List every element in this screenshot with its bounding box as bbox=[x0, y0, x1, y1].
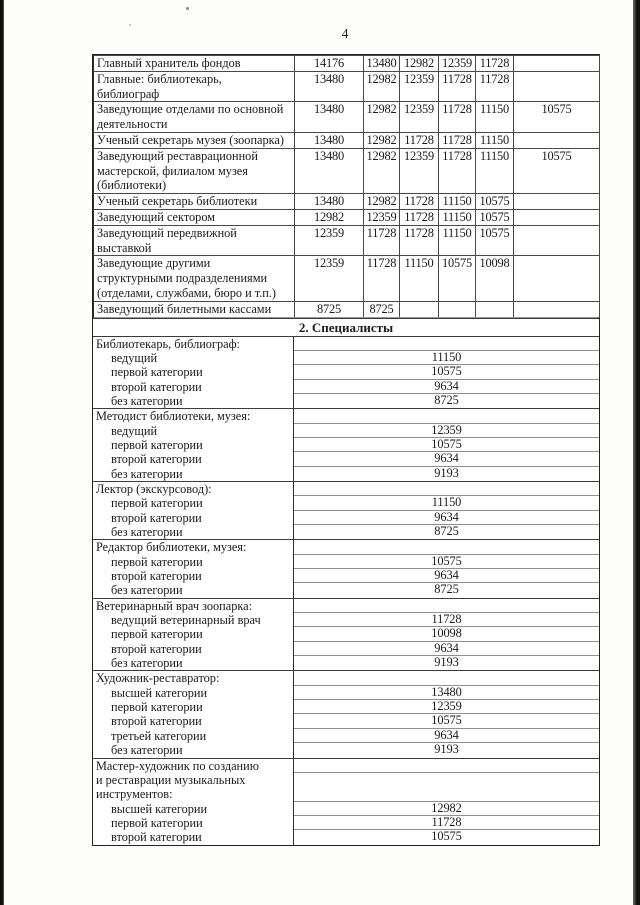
value-row: 9634 bbox=[294, 729, 599, 743]
salary-value-cell: 12359 bbox=[439, 56, 476, 72]
position-line: (отделами, службами, бюро и т.п.) bbox=[97, 285, 276, 300]
value-row: 9634 bbox=[294, 511, 599, 525]
position-group bbox=[93, 482, 599, 540]
value-row: 8725 bbox=[434, 524, 459, 539]
salary-value-cell: 11150 bbox=[400, 256, 439, 301]
salary-value-cell: 8725 bbox=[364, 301, 400, 317]
section1-table bbox=[93, 55, 600, 318]
salary-value-cell: 11150 bbox=[439, 194, 476, 210]
salary-value-cell: 11728 bbox=[364, 256, 400, 301]
salary-value-cell: 11728 bbox=[439, 148, 476, 193]
section2-header: 2. Специалисты bbox=[93, 318, 599, 337]
position-group bbox=[93, 759, 599, 845]
salary-value-cell: 10575 bbox=[514, 102, 600, 133]
position-line: выставкой bbox=[97, 240, 152, 255]
value-row: 10575 bbox=[294, 555, 599, 569]
position-cell bbox=[93, 759, 294, 845]
value-row: 12982 bbox=[294, 802, 599, 816]
salary-value-cell: 10575 bbox=[514, 148, 600, 193]
category-label: без категории bbox=[111, 393, 183, 408]
value-row: 8725 bbox=[434, 582, 459, 597]
position-group bbox=[93, 337, 599, 410]
position-cell bbox=[94, 71, 295, 102]
position-cell bbox=[93, 599, 294, 671]
position-line: Главный хранитель фондов bbox=[97, 56, 241, 70]
value-row bbox=[294, 409, 599, 423]
position-cell bbox=[93, 337, 294, 409]
salary-value-cell bbox=[514, 256, 600, 301]
salary-value-cell: 12982 bbox=[364, 148, 400, 193]
salary-value-cell: 11150 bbox=[476, 148, 514, 193]
position-cell bbox=[94, 194, 295, 210]
position-group bbox=[93, 540, 599, 598]
position-line: Ученый секретарь библиотеки bbox=[97, 194, 258, 209]
value-column bbox=[294, 337, 599, 409]
salary-value-cell: 13480 bbox=[295, 71, 364, 102]
category-label: без категории bbox=[111, 466, 183, 481]
salary-value-cell bbox=[514, 56, 600, 72]
position-cell bbox=[94, 56, 295, 72]
salary-value-cell: 12359 bbox=[400, 148, 439, 193]
category-label: без категории bbox=[111, 583, 183, 598]
position-cell bbox=[94, 209, 295, 225]
table-row bbox=[94, 301, 600, 317]
group-title-line: Ветеринарный врач зоопарка: bbox=[96, 598, 253, 613]
value-column bbox=[294, 540, 599, 597]
category-label: ведущий bbox=[111, 423, 158, 438]
value-row bbox=[294, 773, 599, 787]
category-label: третьей категории bbox=[111, 728, 207, 743]
salary-value-cell: 12982 bbox=[364, 71, 400, 102]
position-line: Заведующий передвижной bbox=[97, 225, 237, 240]
category-label: первой категории bbox=[111, 627, 203, 642]
value-row: 10575 bbox=[294, 714, 599, 728]
salary-value-cell bbox=[514, 209, 600, 225]
salary-value-cell: 12359 bbox=[295, 225, 364, 256]
position-line: Заведующий реставрационной bbox=[97, 148, 258, 163]
category-label: второй категории bbox=[111, 452, 202, 467]
salary-value-cell: 13480 bbox=[295, 132, 364, 148]
value-row bbox=[294, 337, 599, 351]
salary-value-cell: 11728 bbox=[400, 194, 439, 210]
salary-value-cell: 10575 bbox=[476, 194, 514, 210]
category-label: без категории bbox=[111, 525, 183, 540]
value-row: 10575 bbox=[431, 829, 462, 844]
table-row bbox=[94, 209, 600, 225]
category-label: второй категории bbox=[111, 830, 202, 845]
salary-value-cell: 11728 bbox=[400, 132, 439, 148]
salary-value-cell: 11728 bbox=[400, 209, 439, 225]
salary-value-cell: 11150 bbox=[439, 209, 476, 225]
salary-value-cell: 10575 bbox=[476, 209, 514, 225]
position-group bbox=[93, 671, 599, 758]
category-label: второй категории bbox=[111, 641, 202, 656]
value-row: 9193 bbox=[434, 465, 459, 480]
value-row: 13480 bbox=[294, 686, 599, 700]
value-row bbox=[294, 540, 599, 554]
salary-value-cell: 11728 bbox=[439, 132, 476, 148]
value-row: 12359 bbox=[294, 424, 599, 438]
salary-value-cell bbox=[439, 301, 476, 317]
position-line: Ученый секретарь музея (зоопарка) bbox=[97, 132, 284, 147]
scan-speck bbox=[186, 7, 189, 10]
value-row: 12359 bbox=[294, 700, 599, 714]
salary-table bbox=[92, 54, 600, 846]
position-cell bbox=[94, 132, 295, 148]
value-row: 11728 bbox=[294, 816, 599, 830]
position-line: Заведующие другими bbox=[97, 256, 211, 271]
salary-value-cell: 11728 bbox=[476, 56, 514, 72]
salary-value-cell bbox=[514, 301, 600, 317]
position-cell bbox=[93, 482, 294, 539]
category-label: первой категории bbox=[111, 815, 203, 830]
salary-value-cell bbox=[400, 301, 439, 317]
value-row: 9634 bbox=[294, 569, 599, 583]
category-label: без категории bbox=[111, 743, 183, 758]
position-cell bbox=[93, 671, 294, 757]
salary-value-cell: 13480 bbox=[295, 148, 364, 193]
position-cell bbox=[94, 102, 295, 133]
salary-value-cell: 11728 bbox=[439, 71, 476, 102]
position-line: (библиотеки) bbox=[97, 178, 167, 193]
table-row bbox=[94, 71, 600, 102]
category-label: второй категории bbox=[111, 510, 202, 525]
category-label: первой категории bbox=[111, 700, 203, 715]
category-label: высшей категории bbox=[111, 801, 208, 816]
salary-value-cell: 12982 bbox=[364, 102, 400, 133]
value-row bbox=[294, 599, 599, 613]
position-line: Заведующий сектором bbox=[97, 209, 216, 224]
salary-value-cell: 13480 bbox=[295, 102, 364, 133]
salary-value-cell: 11728 bbox=[439, 102, 476, 133]
value-row: 10098 bbox=[294, 627, 599, 641]
salary-value-cell: 14176 bbox=[295, 56, 364, 72]
category-label: первой категории bbox=[111, 496, 203, 511]
value-row: 8725 bbox=[434, 392, 459, 407]
salary-value-cell: 11728 bbox=[364, 225, 400, 256]
position-line: деятельности bbox=[97, 117, 168, 132]
value-row bbox=[294, 787, 599, 801]
table-row bbox=[94, 225, 600, 256]
group-title-line: Лектор (экскурсовод): bbox=[96, 481, 212, 496]
page-number: 4 bbox=[341, 26, 349, 41]
value-row: 11150 bbox=[294, 496, 599, 510]
salary-value-cell: 8725 bbox=[295, 301, 364, 317]
category-label: первой категории bbox=[111, 437, 203, 452]
table-row bbox=[94, 56, 600, 72]
category-label: второй категории bbox=[111, 569, 202, 584]
table-row bbox=[94, 194, 600, 210]
position-line: Заведующие отделами по основной bbox=[97, 102, 284, 117]
group-title-line: Редактор библиотеки, музея: bbox=[96, 540, 247, 555]
value-row: 9634 bbox=[294, 642, 599, 656]
value-row bbox=[294, 759, 599, 773]
position-cell bbox=[94, 148, 295, 193]
position-cell bbox=[93, 540, 294, 597]
value-row: 9193 bbox=[434, 742, 459, 757]
value-row: 10575 bbox=[294, 438, 599, 452]
scan-edge-left bbox=[0, 0, 4, 905]
value-row: 9634 bbox=[294, 452, 599, 466]
group-title-line: Художник-реставратор: bbox=[96, 671, 220, 686]
section1-body bbox=[94, 56, 600, 318]
value-column bbox=[294, 759, 599, 845]
salary-value-cell: 10575 bbox=[439, 256, 476, 301]
value-row: 11728 bbox=[294, 613, 599, 627]
salary-value-cell bbox=[514, 194, 600, 210]
position-group bbox=[93, 409, 599, 482]
value-row: 9634 bbox=[294, 380, 599, 394]
table-row bbox=[94, 256, 600, 301]
category-label: второй категории bbox=[111, 714, 202, 729]
salary-value-cell: 12982 bbox=[400, 56, 439, 72]
value-row bbox=[294, 671, 599, 685]
table-row bbox=[94, 102, 600, 133]
value-column bbox=[294, 482, 599, 539]
salary-value-cell bbox=[476, 301, 514, 317]
position-line: Заведующий билетными кассами bbox=[97, 301, 272, 316]
group-title-line: Методист библиотеки, музея: bbox=[96, 409, 251, 424]
position-line: Главные: библиотекарь, bbox=[97, 71, 222, 86]
position-group bbox=[93, 599, 599, 672]
salary-value-cell: 12982 bbox=[295, 209, 364, 225]
category-label: высшей категории bbox=[111, 685, 208, 700]
category-label: второй категории bbox=[111, 379, 202, 394]
value-row bbox=[294, 482, 599, 496]
scan-edge-right bbox=[633, 0, 640, 905]
salary-value-cell: 12359 bbox=[295, 256, 364, 301]
category-label: первой категории bbox=[111, 365, 203, 380]
value-column bbox=[294, 599, 599, 671]
category-label: без категории bbox=[111, 656, 183, 671]
salary-value-cell: 10575 bbox=[476, 225, 514, 256]
salary-value-cell: 10098 bbox=[476, 256, 514, 301]
salary-value-cell: 12982 bbox=[364, 132, 400, 148]
table-row bbox=[94, 148, 600, 193]
salary-value-cell: 13480 bbox=[364, 56, 400, 72]
value-row: 11150 bbox=[294, 351, 599, 365]
salary-value-cell: 11728 bbox=[476, 71, 514, 102]
salary-value-cell: 12359 bbox=[400, 102, 439, 133]
salary-value-cell: 11150 bbox=[476, 132, 514, 148]
salary-value-cell: 12359 bbox=[400, 71, 439, 102]
salary-value-cell: 12982 bbox=[364, 194, 400, 210]
salary-value-cell bbox=[514, 132, 600, 148]
table-row bbox=[94, 132, 600, 148]
position-cell bbox=[94, 256, 295, 301]
group-title-line: инструментов: bbox=[96, 787, 173, 802]
section2-groups bbox=[93, 337, 599, 845]
position-cell bbox=[94, 301, 295, 317]
position-line: мастерской, филиалом музея bbox=[97, 163, 248, 178]
position-line: структурными подразделениями bbox=[97, 271, 268, 286]
category-label: первой категории bbox=[111, 554, 203, 569]
salary-value-cell bbox=[514, 225, 600, 256]
category-label: ведущий ветеринарный врач bbox=[111, 613, 261, 628]
group-title-line: Библиотекарь, библиограф: bbox=[96, 336, 240, 351]
salary-value-cell: 11150 bbox=[476, 102, 514, 133]
salary-value-cell: 11728 bbox=[400, 225, 439, 256]
group-title-line: Мастер-художник по созданию bbox=[96, 758, 259, 773]
value-column bbox=[294, 671, 599, 757]
value-row: 9193 bbox=[434, 655, 459, 670]
value-row: 10575 bbox=[294, 365, 599, 379]
category-label: ведущий bbox=[111, 350, 158, 365]
salary-value-cell bbox=[514, 71, 600, 102]
salary-value-cell: 12359 bbox=[364, 209, 400, 225]
position-cell bbox=[94, 225, 295, 256]
position-cell bbox=[93, 409, 294, 481]
salary-value-cell: 11150 bbox=[439, 225, 476, 256]
value-column bbox=[294, 409, 599, 481]
position-line: библиограф bbox=[97, 86, 160, 101]
group-title-line: и реставрации музыкальных bbox=[96, 772, 246, 787]
salary-value-cell: 13480 bbox=[295, 194, 364, 210]
